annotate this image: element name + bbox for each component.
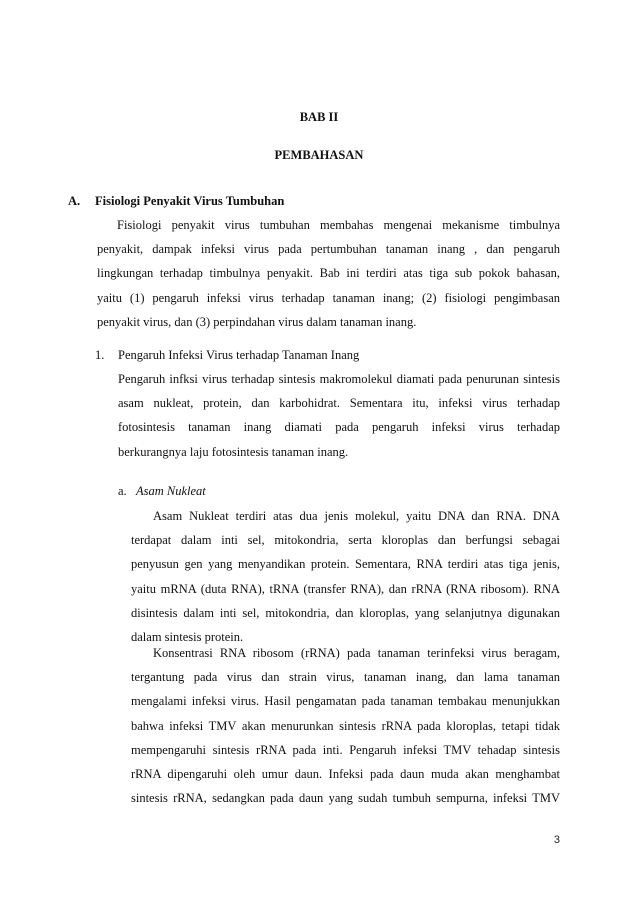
paragraph-line: asam nukleat, protein, dan karbohidrat. Sementara itu, infeksi virus terhadap [118,396,560,411]
chapter-title: PEMBAHASAN [274,148,364,162]
section-a-marker: A. [68,194,81,208]
section-a-title: Fisiologi Penyakit Virus Tumbuhan [95,194,285,208]
paragraph-line: mempengaruhi sintesis rRNA pada inti. Pengaruh infeksi TMV tehadap sintesis [131,742,560,757]
subsection-a-title: Asam Nukleat [136,484,206,498]
paragraph-line: Fisiologi penyakit virus tumbuhan membahas mengenai mekanisme timbulnya [117,218,560,232]
paragraph-line: lingkungan terhadap timbulnya penyakit. Bab ini terdiri atas tiga sub pokok bahasan, [97,266,560,281]
section-a-paragraph [97,213,560,334]
paragraph-line: rRNA dipengaruhi oleh umur daun. Infeksi pada daun muda akan menghambat [131,766,560,781]
subsection-1-paragraph [118,367,560,464]
paragraph-line: yaitu mRNA (duta RNA), tRNA (transfer RNA), dan rRNA (RNA ribosom). RNA [131,581,560,596]
page-number: 3 [553,834,560,846]
subsection-a-paragraph-1 [131,504,560,649]
paragraph-line: yaitu (1) pengaruh infeksi virus terhadap tanaman inang; (2) fisiologi pengimbasan [97,290,560,305]
paragraph-line: mengalami infeksi virus. Hasil pengamatan pada tanaman tembakau menunjukkan [131,694,560,709]
paragraph-line: penyusun gen yang menyandikan protein. Sementara, RNA terdiri atas tiga jenis, [131,557,560,572]
paragraph-line: berkurangnya laju fotosintesis tanaman inang. [118,444,349,459]
chapter-number: BAB II [299,110,339,124]
paragraph-line: Asam Nukleat terdiri atas dua jenis molekul, yaitu DNA dan RNA. DNA [153,509,560,523]
paragraph-line: terdapat dalam inti sel, mitokondria, serta kloroplas dan berfungsi sebagai [131,533,560,548]
subsection-a-marker: a. [118,484,127,498]
paragraph-line: Konsentrasi RNA ribosom (rRNA) pada tanaman terinfeksi virus beragam, [153,646,560,660]
paragraph-line: penyakit, dampak infeksi virus pada pertumbuhan tanaman inang , dan pengaruh [97,242,560,257]
subsection-1-title: Pengaruh Infeksi Virus terhadap Tanaman Inang [118,348,360,362]
paragraph-line: penyakit virus, dan (3) perpindahan virus dalam tanaman inang. [97,314,417,329]
subsection-a-paragraph-2 [131,641,560,810]
paragraph-line: bahwa infeksi TMV akan menurunkan sintesis rRNA pada kloroplas, tetapi tidak [131,718,560,733]
subsection-1-marker: 1. [95,348,105,362]
paragraph-line: sintesis rRNA, sedangkan pada daun yang sudah tumbuh sempurna, infeksi TMV [131,791,560,806]
paragraph-line: tergantung pada virus dan strain virus, tanaman inang, dan lama tanaman [131,670,560,685]
paragraph-line: fotosintesis tanaman inang diamati pada pengaruh infeksi virus terhadap [118,420,560,435]
paragraph-line: dalam sintesis protein. [131,629,244,644]
paragraph-line: disintesis dalam inti sel, mitokondria, dan kloroplas, yang selanjutnya digunakan [131,605,560,620]
paragraph-line: Pengaruh infksi virus terhadap sintesis makromolekul diamati pada penurunan sintesis [118,372,560,386]
